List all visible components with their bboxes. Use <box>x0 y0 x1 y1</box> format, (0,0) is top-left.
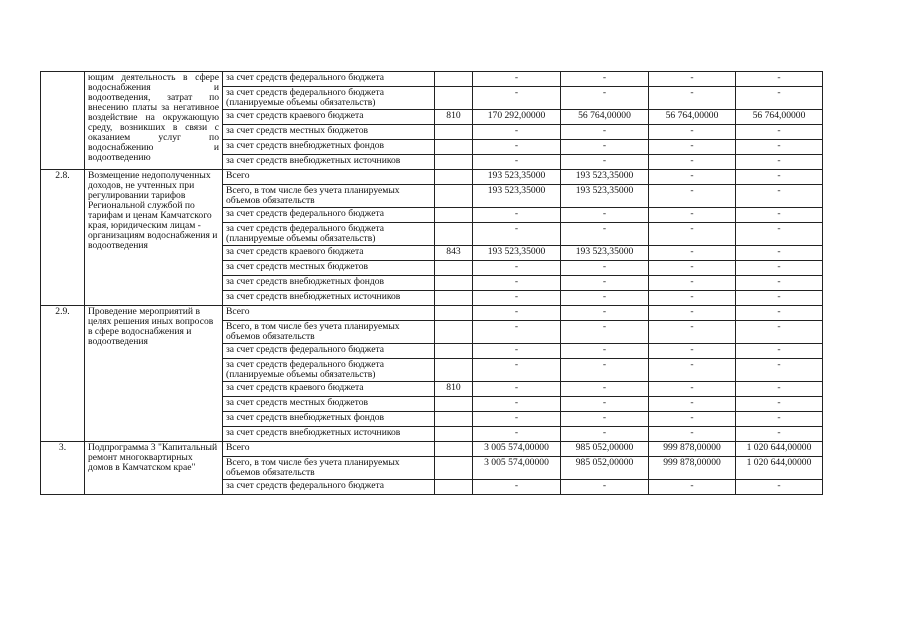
budget-table <box>40 71 823 495</box>
funding-source: за счет средств местных бюджетов <box>223 125 435 140</box>
amount-cell: - <box>473 480 561 495</box>
amount-cell: 985 052,00000 <box>561 457 649 480</box>
amount-cell: - <box>736 261 823 276</box>
amount-cell: - <box>473 306 561 321</box>
amount-cell: - <box>561 87 649 110</box>
amount-cell: - <box>736 344 823 359</box>
amount-cell: - <box>736 87 823 110</box>
amount-cell: - <box>649 223 736 246</box>
amount-cell: - <box>561 359 649 382</box>
amount-cell: - <box>736 276 823 291</box>
amount-cell: - <box>649 125 736 140</box>
amount-cell: - <box>736 155 823 170</box>
funding-source: за счет средств федерального бюджета <box>223 72 435 87</box>
amount-cell: - <box>736 306 823 321</box>
amount-cell: - <box>561 427 649 442</box>
amount-cell: - <box>561 208 649 223</box>
amount-cell: - <box>473 276 561 291</box>
amount-cell: - <box>649 291 736 306</box>
funding-source: Всего, в том числе без учета планируемых объемов обязательств <box>223 457 435 480</box>
amount-cell: - <box>649 170 736 185</box>
amount-cell: 193 523,35000 <box>473 246 561 261</box>
amount-cell: - <box>649 261 736 276</box>
amount-cell: 193 523,35000 <box>561 170 649 185</box>
amount-cell: 193 523,35000 <box>561 185 649 208</box>
funding-source: за счет средств внебюджетных фондов <box>223 412 435 427</box>
budget-code <box>435 208 473 223</box>
item-name: Возмещение недополученных доходов, не учтенных при регулировании тарифов Региональной службой по тарифам и ценам Камчатского края, юридическим лицам - организациям водоснабжения и водоотведения <box>85 170 223 306</box>
amount-cell: - <box>736 291 823 306</box>
table-row <box>41 306 823 321</box>
funding-source: за счет средств внебюджетных источников <box>223 155 435 170</box>
funding-source: за счет средств федерального бюджета <box>223 480 435 495</box>
amount-cell: 3 005 574,00000 <box>473 442 561 457</box>
amount-cell: - <box>561 344 649 359</box>
amount-cell: - <box>561 223 649 246</box>
budget-code <box>435 321 473 344</box>
item-name: Проведение мероприятий в целях решения иных вопросов в сфере водоснабжения и водоотведения <box>85 306 223 442</box>
amount-cell: - <box>649 276 736 291</box>
funding-source: за счет средств федерального бюджета (планируемые объемы обязательств) <box>223 87 435 110</box>
funding-source: за счет средств федерального бюджета (планируемые объемы обязательств) <box>223 223 435 246</box>
amount-cell: - <box>473 382 561 397</box>
budget-code <box>435 480 473 495</box>
amount-cell: - <box>649 246 736 261</box>
amount-cell: - <box>736 125 823 140</box>
table-body <box>41 72 823 495</box>
item-number: 2.9. <box>41 306 85 442</box>
amount-cell: - <box>736 412 823 427</box>
amount-cell: - <box>736 208 823 223</box>
amount-cell: 999 878,00000 <box>649 457 736 480</box>
item-number: 2.8. <box>41 170 85 306</box>
funding-source: за счет средств местных бюджетов <box>223 261 435 276</box>
amount-cell: - <box>649 412 736 427</box>
amount-cell: - <box>473 412 561 427</box>
amount-cell: - <box>561 480 649 495</box>
amount-cell: - <box>561 397 649 412</box>
budget-code <box>435 125 473 140</box>
amount-cell: - <box>649 155 736 170</box>
amount-cell: - <box>649 382 736 397</box>
budget-code <box>435 140 473 155</box>
amount-cell: - <box>473 291 561 306</box>
amount-cell: - <box>473 72 561 87</box>
budget-code <box>435 359 473 382</box>
amount-cell: - <box>561 276 649 291</box>
amount-cell: - <box>473 344 561 359</box>
budget-code: 810 <box>435 382 473 397</box>
amount-cell: - <box>473 261 561 276</box>
funding-source: за счет средств внебюджетных фондов <box>223 276 435 291</box>
amount-cell: - <box>561 321 649 344</box>
amount-cell: 56 764,00000 <box>736 110 823 125</box>
amount-cell: 985 052,00000 <box>561 442 649 457</box>
amount-cell: 999 878,00000 <box>649 442 736 457</box>
item-number: 3. <box>41 442 85 495</box>
amount-cell: - <box>649 306 736 321</box>
amount-cell: - <box>736 427 823 442</box>
amount-cell: - <box>473 321 561 344</box>
amount-cell: - <box>561 140 649 155</box>
amount-cell: 193 523,35000 <box>473 185 561 208</box>
amount-cell: - <box>649 359 736 382</box>
budget-code <box>435 72 473 87</box>
amount-cell: - <box>473 140 561 155</box>
amount-cell: - <box>561 72 649 87</box>
amount-cell: 3 005 574,00000 <box>473 457 561 480</box>
item-number <box>41 72 85 170</box>
budget-code <box>435 155 473 170</box>
funding-source: за счет средств внебюджетных источников <box>223 427 435 442</box>
amount-cell: - <box>736 170 823 185</box>
amount-cell: 193 523,35000 <box>473 170 561 185</box>
amount-cell: - <box>473 87 561 110</box>
amount-cell: - <box>561 155 649 170</box>
budget-code <box>435 412 473 427</box>
amount-cell: - <box>561 261 649 276</box>
amount-cell: - <box>649 321 736 344</box>
amount-cell: - <box>649 344 736 359</box>
amount-cell: - <box>561 412 649 427</box>
amount-cell: 1 020 644,00000 <box>736 457 823 480</box>
amount-cell: - <box>473 359 561 382</box>
amount-cell: - <box>561 306 649 321</box>
budget-code <box>435 397 473 412</box>
amount-cell: - <box>561 125 649 140</box>
table-row <box>41 170 823 185</box>
budget-code <box>435 87 473 110</box>
funding-source: за счет средств федерального бюджета (планируемые объемы обязательств) <box>223 359 435 382</box>
amount-cell: - <box>649 427 736 442</box>
amount-cell: 170 292,00000 <box>473 110 561 125</box>
amount-cell: 1 020 644,00000 <box>736 442 823 457</box>
amount-cell: - <box>473 397 561 412</box>
budget-code <box>435 306 473 321</box>
budget-code <box>435 457 473 480</box>
funding-source: за счет средств краевого бюджета <box>223 382 435 397</box>
amount-cell: - <box>736 185 823 208</box>
amount-cell: - <box>736 140 823 155</box>
amount-cell: - <box>736 246 823 261</box>
amount-cell: - <box>473 427 561 442</box>
amount-cell: - <box>473 125 561 140</box>
table-row <box>41 442 823 457</box>
budget-code: 843 <box>435 246 473 261</box>
item-name: Подпрограмма 3 "Капитальный ремонт многоквартирных домов в Камчатском крае" <box>85 442 223 495</box>
amount-cell: 56 764,00000 <box>649 110 736 125</box>
amount-cell: - <box>736 321 823 344</box>
budget-code <box>435 291 473 306</box>
funding-source: Всего, в том числе без учета планируемых объемов обязательств <box>223 185 435 208</box>
amount-cell: - <box>736 480 823 495</box>
amount-cell: - <box>736 72 823 87</box>
amount-cell: - <box>736 359 823 382</box>
funding-source: Всего, в том числе без учета планируемых объемов обязательств <box>223 321 435 344</box>
funding-source: за счет средств внебюджетных фондов <box>223 140 435 155</box>
amount-cell: - <box>473 208 561 223</box>
amount-cell: 56 764,00000 <box>561 110 649 125</box>
budget-code <box>435 276 473 291</box>
amount-cell: - <box>649 480 736 495</box>
amount-cell: - <box>561 382 649 397</box>
amount-cell: - <box>649 185 736 208</box>
amount-cell: - <box>736 382 823 397</box>
amount-cell: - <box>649 140 736 155</box>
amount-cell: - <box>649 208 736 223</box>
amount-cell: - <box>736 223 823 246</box>
funding-source: Всего <box>223 442 435 457</box>
budget-code <box>435 170 473 185</box>
funding-source: за счет средств краевого бюджета <box>223 110 435 125</box>
budget-code <box>435 185 473 208</box>
budget-code <box>435 344 473 359</box>
amount-cell: - <box>473 155 561 170</box>
funding-source: за счет средств федерального бюджета <box>223 344 435 359</box>
funding-source: за счет средств краевого бюджета <box>223 246 435 261</box>
amount-cell: - <box>649 87 736 110</box>
funding-source: Всего <box>223 306 435 321</box>
budget-code: 810 <box>435 110 473 125</box>
amount-cell: - <box>473 223 561 246</box>
table-row <box>41 72 823 87</box>
amount-cell: - <box>649 397 736 412</box>
funding-source: за счет средств местных бюджетов <box>223 397 435 412</box>
amount-cell: - <box>736 397 823 412</box>
funding-source: Всего <box>223 170 435 185</box>
amount-cell: - <box>649 72 736 87</box>
budget-code <box>435 427 473 442</box>
budget-code <box>435 442 473 457</box>
amount-cell: 193 523,35000 <box>561 246 649 261</box>
funding-source: за счет средств внебюджетных источников <box>223 291 435 306</box>
funding-source: за счет средств федерального бюджета <box>223 208 435 223</box>
budget-code <box>435 261 473 276</box>
amount-cell: - <box>561 291 649 306</box>
item-name: ющим деятельность в сфере водоснабжения и водоотведения, затрат по внесению платы за негативное воздействие на окружающую среду, возникших в связи с оказанием услуг по водоснабжению и водоотведению <box>85 72 223 170</box>
budget-code <box>435 223 473 246</box>
